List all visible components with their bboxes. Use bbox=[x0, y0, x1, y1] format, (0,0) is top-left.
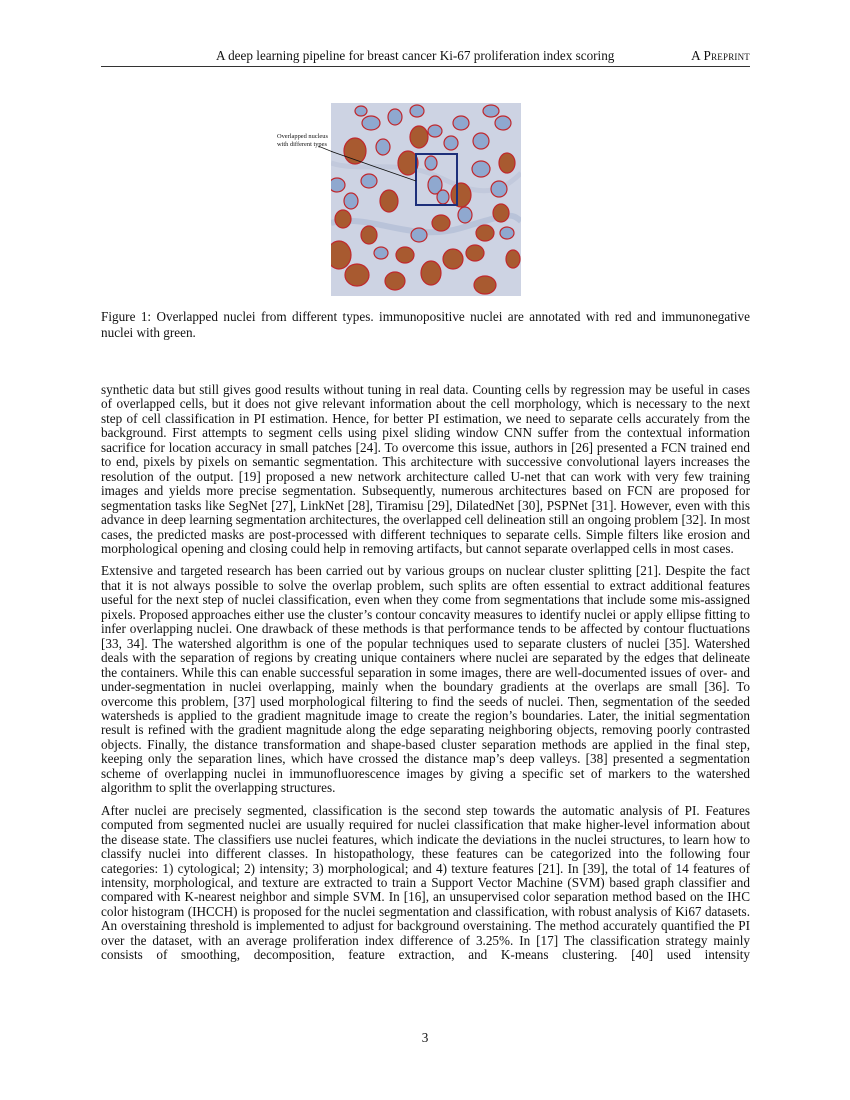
immunonegative-nucleus bbox=[410, 105, 424, 117]
immunonegative-nucleus bbox=[491, 181, 507, 197]
immunonegative-nucleus bbox=[388, 109, 402, 125]
immunonegative-nucleus bbox=[376, 139, 390, 155]
immunopositive-nucleus bbox=[361, 226, 377, 244]
immunopositive-nucleus bbox=[331, 241, 351, 269]
running-header bbox=[101, 48, 750, 66]
figure-caption: Figure 1: Overlapped nuclei from different types. immunopositive nuclei are annotated with red and immunonegative nuclei with green. bbox=[101, 309, 750, 341]
immunopositive-nucleus bbox=[410, 126, 428, 148]
immunonegative-nucleus bbox=[362, 116, 380, 130]
immunopositive-nucleus bbox=[451, 183, 471, 207]
immunonegative-nucleus bbox=[437, 190, 449, 204]
immunonegative-nucleus bbox=[374, 247, 388, 259]
running-header-title: A deep learning pipeline for breast cancer Ki-67 proliferation index scoring bbox=[216, 48, 615, 63]
immunonegative-nucleus bbox=[361, 174, 377, 188]
page-number: 3 bbox=[421, 1030, 429, 1045]
callout-leader-line bbox=[318, 146, 333, 152]
paragraph: Extensive and targeted research has been carried out by various groups on nuclear cluster splitting [21]. Despite the fact that it is not always possible to solve the overlap problem, such splits are often essential to extract additional features useful for the next step of nuclei classification, even when they come from segmentations that include some mis-assigned pixels. Proposed approaches either use the cluster’s contour concavity measures to identify nuclei or apply ellipse fitting to infer overlapping nuclei. One drawback of these methods is that performance tends to be affected by contour fluctuations [33, 34]. The watershed algorithm is one of the popular techniques used to separate clusters of nuclei [35]. Watershed deals with the separation of regions by creating unique containers where nuclei are separated by the edges that delineate the containers. While this can enable successful separation in some images, there are well-documented issues of over- and under-segmentation in nuclei overlapping, mainly when the boundary gradients at the overlaps are small [36]. To overcome this problem, [37] used morphological filtering to find the seeds of nuclei. Then, segmentation of the seeded watersheds is applied to the gradient magnitude image to create the region’s boundaries. Later, the initial segmentation result is refined with the gradient magnitude along the edge separating neighboring objects, removing poorly contrasted objects. Finally, the distance transformation and shape-based cluster separation methods are applied in the final step, keeping only the separation lines, which have crossed the distance map’s deep valleys. [38] presented a segmentation scheme of overlapping nuclei in immunofluorescence images by giving a specific set of markers to the watershed algorithm to split the overlapping structures. bbox=[101, 563, 750, 796]
immunopositive-nucleus bbox=[466, 245, 484, 261]
immunonegative-nucleus bbox=[473, 133, 489, 149]
immunopositive-nucleus bbox=[476, 225, 494, 241]
immunonegative-nucleus bbox=[425, 156, 437, 170]
immunopositive-nucleus bbox=[345, 264, 369, 286]
immunopositive-nucleus bbox=[432, 215, 450, 231]
nuclei-micrograph-figure bbox=[331, 103, 521, 296]
immunopositive-nucleus bbox=[335, 210, 351, 228]
immunonegative-nucleus bbox=[483, 105, 499, 117]
immunopositive-nucleus bbox=[385, 272, 405, 290]
figure-callout-label: Overlapped nucleus with different types bbox=[277, 133, 328, 149]
header-rule bbox=[101, 66, 750, 67]
immunopositive-nucleus bbox=[493, 204, 509, 222]
paragraph: synthetic data but still gives good results without tuning in real data. Counting cells by regression may be useful in cases of overlapped cells, but it does not give relevant information about the cell morphology, which is necessary to the next step of cell classification in PI estimation. Hence, for better PI estimation, we need to separate cells accurately from the background. First attempts to segment cells using pixel sliding window CNN suffer from the contextual information sacrifice for location accuracy in small patches [24]. To overcome this issue, authors in [26] presented a FCN trained end to end, pixels by pixels on semantic segmentation. This architecture with successive convolutional layers increases the resolution of the output. [19] proposed a new network architecture called U-net that can work with very few training images and yields more precise segmentation. Subsequently, numerous architectures based on FCN are proposed for segmentation tasks like SegNet [27], LinkNet [28], Tiramisu [29], DilatedNet [30], PSPNet [31]. However, even with this advance in deep learning segmentation architectures, the overlapped cell delineation still an ongoing problem [32]. In most cases, the predicted masks are post-processed with different techniques to separate cells. Simple filters like erosion and morphological opening and closing could help in removing artifacts, but cannot separate overlapped cells in most cases. bbox=[101, 382, 750, 556]
immunopositive-nucleus bbox=[421, 261, 441, 285]
immunonegative-nucleus bbox=[453, 116, 469, 130]
immunopositive-nucleus bbox=[396, 247, 414, 263]
running-header-preprint-label: A Preprint bbox=[691, 48, 750, 63]
immunonegative-nucleus bbox=[355, 106, 367, 116]
immunonegative-nucleus bbox=[500, 227, 514, 239]
immunonegative-nucleus bbox=[331, 178, 345, 192]
immunonegative-nucleus bbox=[444, 136, 458, 150]
immunopositive-nucleus bbox=[443, 249, 463, 269]
body-text bbox=[101, 383, 750, 971]
immunopositive-nucleus bbox=[499, 153, 515, 173]
paragraph: After nuclei are precisely segmented, classification is the second step towards the automatic analysis of PI. Features computed from segmented nuclei are usually required for nuclei classification that make higher-level information about the disease state. The classifiers use nuclei features, which indicate the deviations in the nuclei structures, to learn how to classify nuclei into different classes. In histopathology, these features can be categorized into the following four categories: 1) cytological; 2) intensity; 3) morphological; and 4) texture features [21]. In [39], the total of 14 features of intensity, morphological, and texture are extracted to train a Support Vector Machine (SVM) based graph classifier and compared with K-nearest neighbor and simple SVM. In [16], an unsupervised color separation method based on the IHC color histogram (IHCCH) is proposed for the nuclei segmentation and classification, with robust analysis of Ki67 datasets. An overstaining threshold is implemented to adjust for background overstaining. The method accurately quantified the PI over the dataset, with an average proliferation index difference of 3.25%. In [17] The classification strategy mainly consists of smoothing, decomposition, feature extraction, and K-means clustering. [40] used intensity bbox=[101, 802, 750, 963]
immunopositive-nucleus bbox=[506, 250, 520, 268]
immunonegative-nucleus bbox=[428, 125, 442, 137]
immunonegative-nucleus bbox=[458, 207, 472, 223]
immunonegative-nucleus bbox=[495, 116, 511, 130]
immunopositive-nucleus bbox=[474, 276, 496, 294]
immunopositive-nucleus bbox=[380, 190, 398, 212]
immunonegative-nucleus bbox=[344, 193, 358, 209]
immunonegative-nucleus bbox=[472, 161, 490, 177]
immunonegative-nucleus bbox=[411, 228, 427, 242]
